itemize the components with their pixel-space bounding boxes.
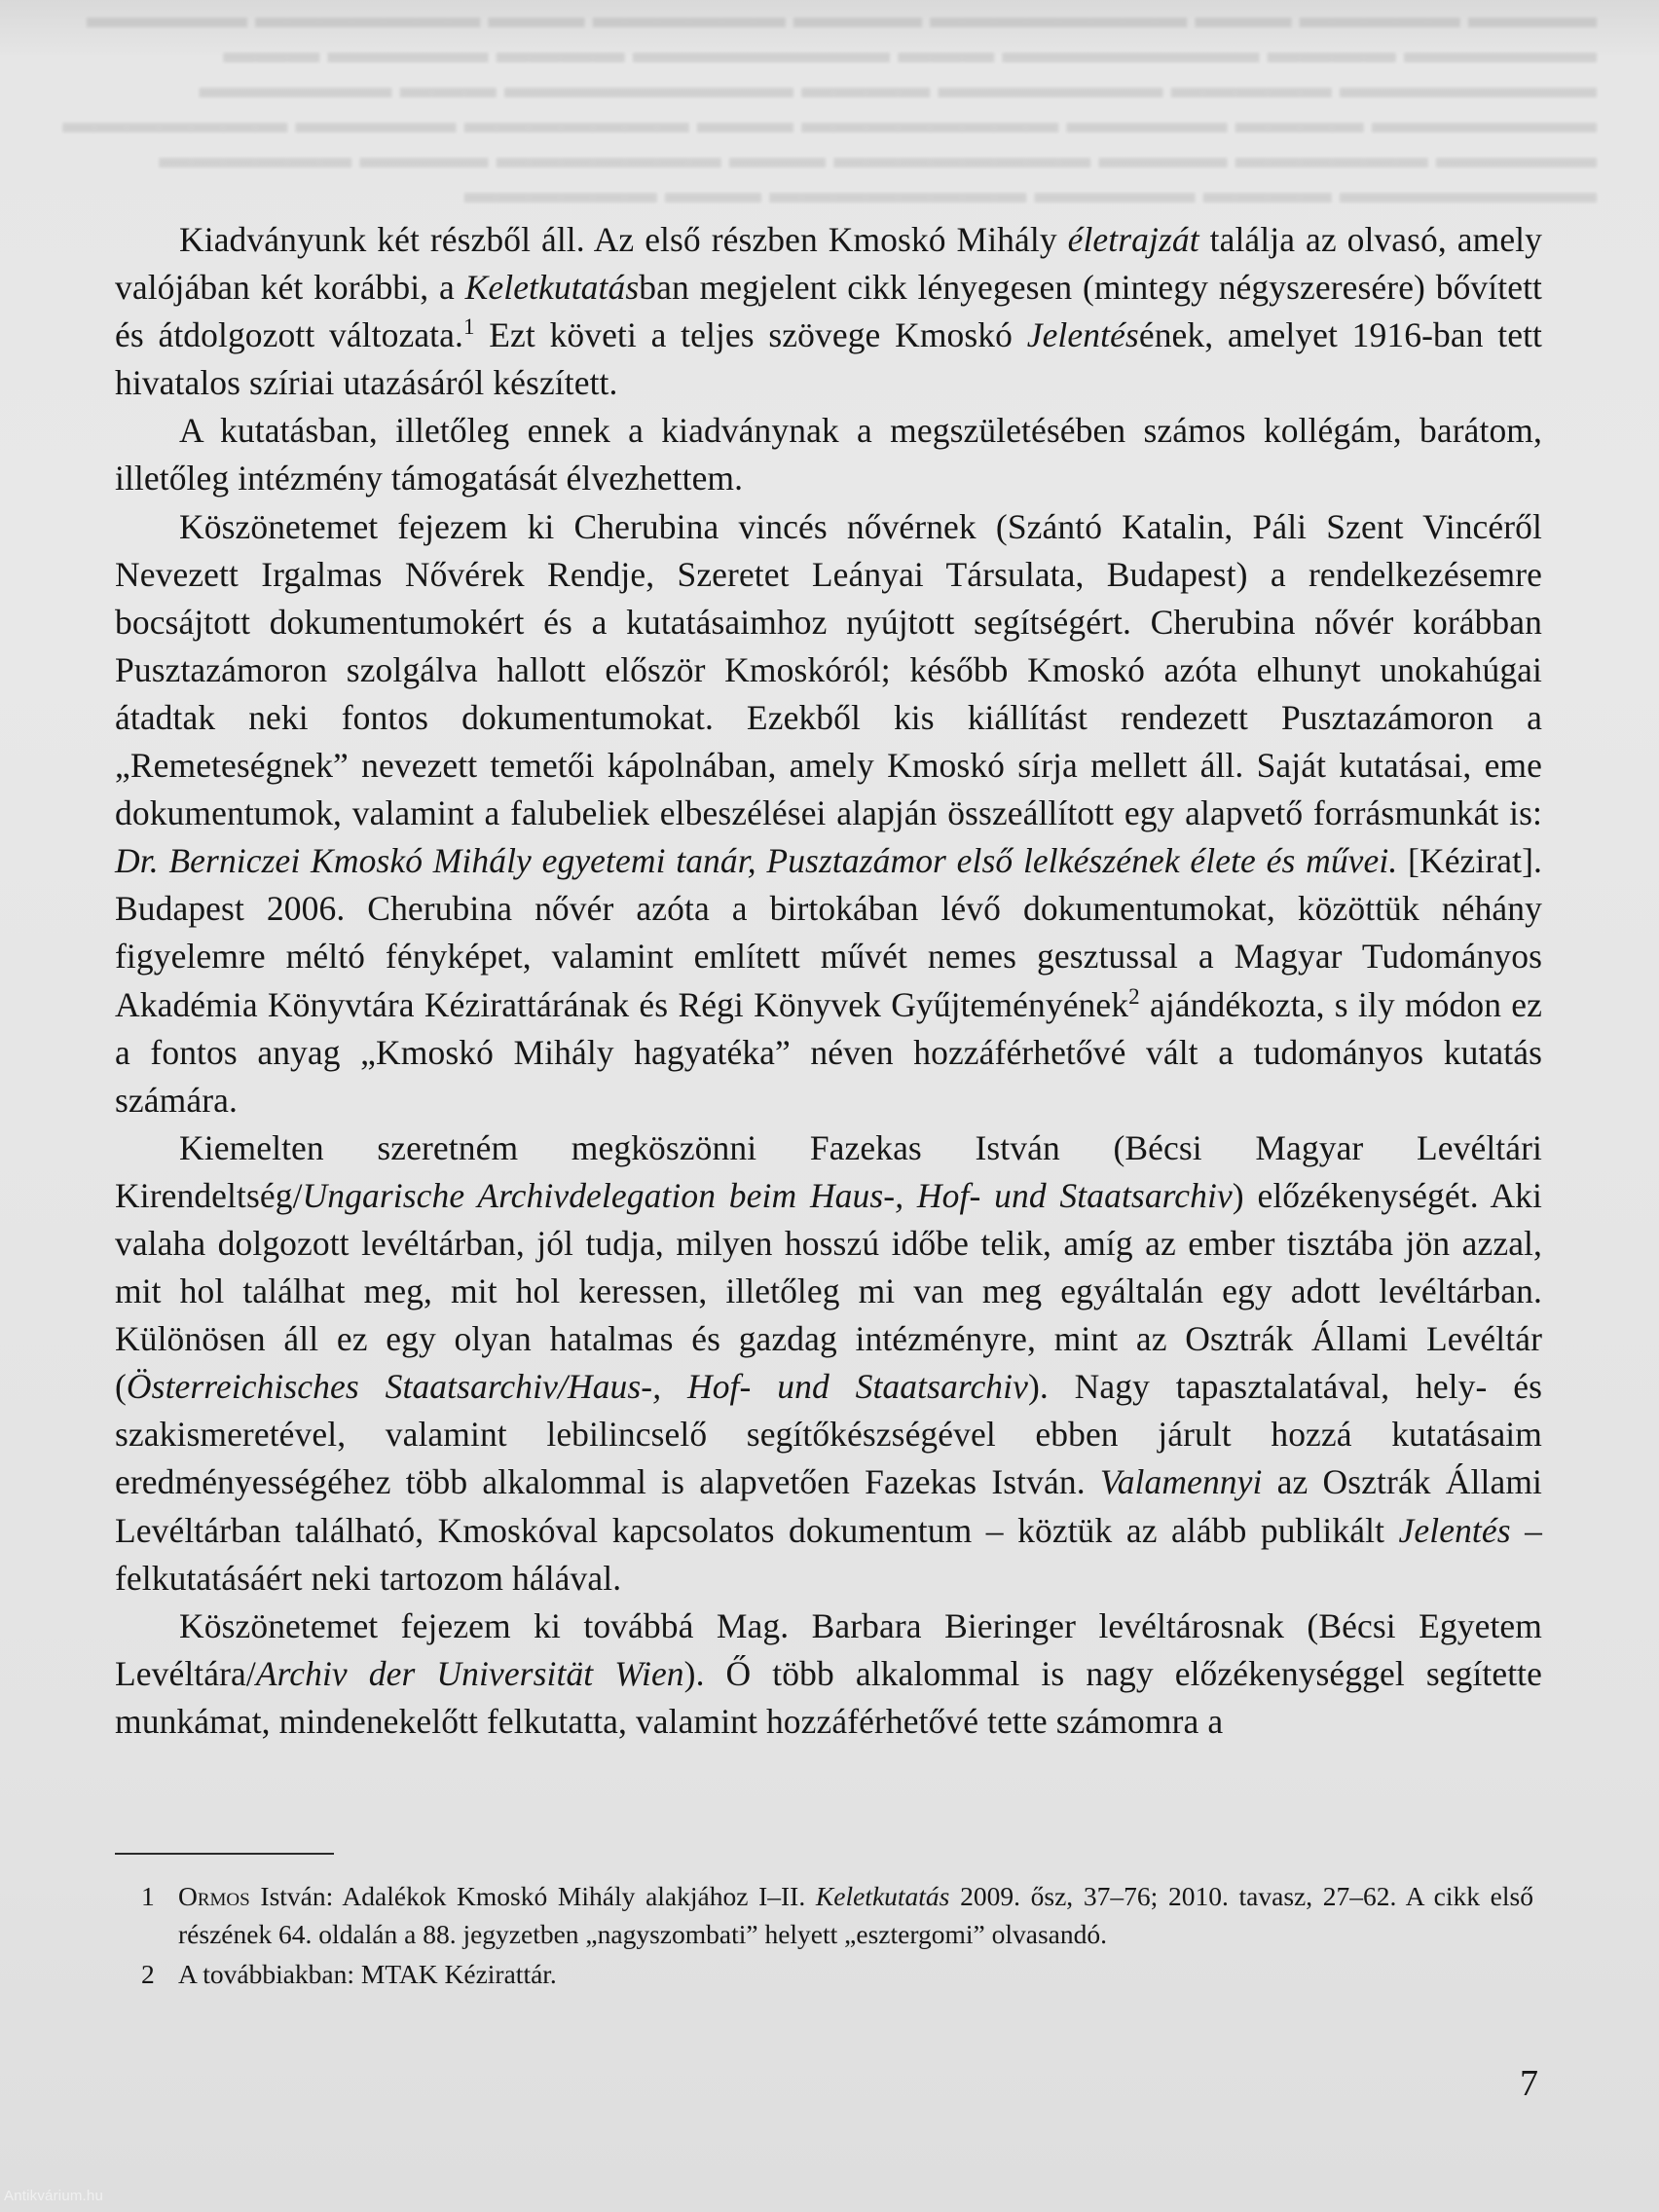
paragraph xyxy=(115,407,1542,502)
italic-text: életrajzát xyxy=(1067,220,1199,259)
footnote-reference: 1 xyxy=(462,314,475,340)
footnote-number: 2 xyxy=(141,1959,155,1989)
text-run: Ormos xyxy=(178,1881,250,1911)
text-run: A kutatásban, illetőleg ennek a kiadványnak a megszületésében számos kollégám, barátom, illetőleg intézmény támogatását élvezhettem. xyxy=(115,411,1542,498)
footnote-separator xyxy=(115,1853,334,1855)
paragraph xyxy=(115,216,1542,407)
text-run: ) előzékenységét. Aki valaha dolgozott levéltárban, jól tudja, milyen hosszú időbe telik, amíg az ember tisztába jön azzal, mit hol találhat meg, mit hol keressen, illetőleg mi van meg egyáltalán egy adott levéltárban. Különösen áll ez egy olyan hatalmas és gazdag intézményre, mint az Osztrák Állami Levéltár ( xyxy=(115,1175,1542,1407)
italic-text: Jelentés xyxy=(1026,315,1139,355)
text-run: István: Adalékok Kmoskó Mihály alakjához I–II. xyxy=(249,1881,816,1911)
text-run: ). Ő több alkalommal is nagy előzékenységgel segítette munkámat, mindenekelőtt felkutatta, valamint hozzáférhetővé tette számomra a xyxy=(115,1653,1543,1741)
italic-text: Archiv der Universität Wien xyxy=(255,1653,684,1693)
page-number: 7 xyxy=(1520,2063,1538,2104)
italic-text: Keletkutatás xyxy=(464,268,640,308)
paragraph xyxy=(115,1124,1542,1603)
text-run: [Kézirat]. Budapest 2006. Cherubina nővér azóta a birtokában lévő dokumentumokat, közöttük néhány figyelemre méltó fényképet, valamint említett művét nemes gesztussal a Magyar Tudományos Akadémia Könyvtára Kézirattárának és Régi Könyvek Gyűjteményének xyxy=(115,841,1543,1024)
text-run: – felkutatásáért neki tartozom hálával. xyxy=(115,1510,1542,1598)
show-through-text: ▬▬▬▬ ▬▬▬▬▬ ▬▬▬ ▬▬▬▬▬▬▬▬ ▬▬▬▬ ▬▬▬▬▬▬ ▬▬▬ ▬▬▬▬▬▬▬ ▬▬▬▬▬ ▬▬▬▬▬▬ ▬▬▬▬ ▬▬▬▬▬▬▬▬ ▬▬▬ ▬▬▬▬▬▬▬▬ ▬▬▬▬ ▬▬▬▬▬ ▬▬▬ ▬▬▬▬▬▬▬▬ ▬▬▬▬▬ ▬▬▬▬▬▬▬ ▬▬▬▬ ▬▬▬▬▬▬▬▬▬ ▬▬▬ ▬▬▬▬▬▬ ▬▬▬▬▬▬▬ ▬▬▬▬ ▬▬▬▬▬ ▬▬▬▬▬▬▬▬ ▬▬▬ ▬▬▬▬▬▬▬ ▬▬▬▬▬ ▬▬▬▬▬▬▬ ▬▬▬▬▬ ▬▬▬▬▬▬ ▬▬▬▬ ▬▬▬▬▬▬▬▬ ▬▬▬ ▬▬▬▬▬▬▬ ▬▬▬▬ ▬▬▬▬▬▬ ▬▬▬▬▬▬▬▬ ▬▬▬▬ ▬▬▬▬▬ ▬▬▬▬▬▬▬▬ ▬▬▬ ▬▬▬▬▬▬ xyxy=(62,0,1597,210)
text-run: az Osztrák Állami Levéltárban található, Kmoskóval kapcsolatos dokumentum – köztük az alább publikált xyxy=(115,1462,1542,1550)
text-run: találja az olvasó, amely valójában két korábbi, a xyxy=(115,220,1542,308)
footnote-number: 1 xyxy=(141,1881,155,1911)
text-run: Kiadványunk két részből áll. Az első részben Kmoskó Mihály xyxy=(179,220,1068,259)
italic-text: Österreichisches Staatsarchiv/Haus-, Hof- und Staatsarchiv xyxy=(126,1367,1028,1407)
footnote-reference: 2 xyxy=(1128,983,1140,1009)
italic-text: Ungarische Archivdelegation beim Haus-, Hof- und Staatsarchiv xyxy=(302,1175,1233,1215)
text-run: Köszönetemet fejezem ki továbbá Mag. Barbara Bieringer levéltárosnak (Bécsi Egyetem Levéltára/ xyxy=(115,1605,1542,1693)
footnotes xyxy=(141,1877,1533,1995)
text-run: ajándékozta, s ily módon ez a fontos anyag „Kmoskó Mihály hagyatéka” néven hozzáférhetővé vált a tudományos kutatás számára. xyxy=(115,984,1542,1120)
main-text xyxy=(115,216,1542,1746)
text-run: 2009. ősz, 37–76; 2010. tavasz, 27–62. A cikk első részének 64. oldalán a 88. jegyzetben „nagyszombati” helyett „esztergomi” olvasandó. xyxy=(178,1881,1533,1949)
watermark-text: Antikvárium.hu xyxy=(4,2188,104,2204)
text-run: A továbbiakban: MTAK Kézirattár. xyxy=(178,1959,557,1989)
italic-text: Valamennyi xyxy=(1099,1462,1263,1502)
text-run: ). Nagy tapasztalatával, hely- és szakismeretével, valamint lebilincselő segítőkészségével ebben járult hozzá kutatásaim eredményességéhez több alkalommal is alapvetően Fazekas István. xyxy=(115,1367,1542,1502)
paragraph xyxy=(115,1603,1542,1746)
italic-text: Dr. Berniczei Kmoskó Mihály egyetemi tanár, Pusztazámor első lelkészének élete és művei. xyxy=(115,841,1398,881)
text-run: ének, amelyet 1916-ban tett hivatalos szíriai utazásáról készített. xyxy=(115,315,1542,403)
text-run: ban megjelent cikk lényegesen (mintegy négyszeresére) bővített és átdolgozott változata. xyxy=(115,268,1542,355)
italic-text: Jelentés xyxy=(1398,1510,1511,1550)
text-run: Köszönetemet fejezem ki Cherubina vincés nővérnek (Szántó Katalin, Páli Szent Vincéről Nevezett Irgalmas Nővérek Rendje, Szeretet Leányai Társulata, Budapest) a rendelkezésemre bocsájtott dokumentumokért és a kutatásaimhoz nyújtott segítségért. Cherubina nővér korábban Pusztazámoron szolgálva hallott először Kmoskóról; később Kmoskó azóta elhunyt unokahúgai átadtak neki fontos dokumentumokat. Ezekből kis kiállítást rendezett Pusztazámoron a „Remeteségnek” nevezett temetői kápolnában, amely Kmoskó sírja mellett áll. Saját kutatásai, eme dokumentumok, valamint a falubeliek elbeszélései alapján összeállított egy alapvető forrásmunkát is: xyxy=(115,506,1542,833)
paragraph xyxy=(115,503,1542,1124)
text-run: Ezt követi a teljes szövege Kmoskó xyxy=(474,315,1027,355)
footnote xyxy=(141,1955,1533,1993)
italic-text: Keletkutatás xyxy=(815,1881,950,1911)
footnote xyxy=(141,1877,1533,1953)
text-run: Kiemelten szeretném megköszönni Fazekas István (Bécsi Magyar Levéltári Kirendeltség/ xyxy=(115,1127,1542,1215)
